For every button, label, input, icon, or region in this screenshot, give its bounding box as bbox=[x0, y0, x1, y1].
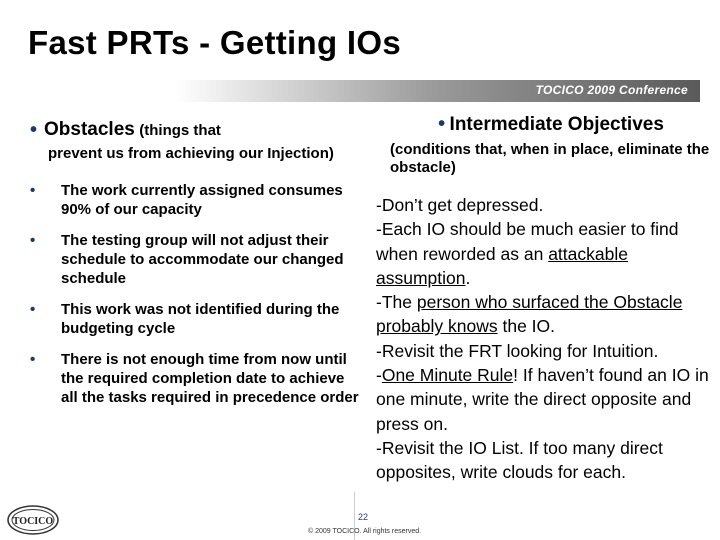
guidance-line: -Revisit the FRT looking for Intuition. bbox=[376, 340, 659, 361]
conference-year: 2009 Conference bbox=[587, 83, 688, 97]
bullet-icon: • bbox=[30, 119, 38, 141]
tocico-logo-icon bbox=[6, 504, 60, 536]
guidance-text: . bbox=[465, 267, 471, 288]
bullet-icon: • bbox=[30, 182, 36, 199]
svg-text:TOCICO: TOCICO bbox=[12, 516, 54, 527]
conference-banner bbox=[0, 80, 700, 102]
slide-title: Fast PRTs - Getting IOs bbox=[28, 24, 401, 61]
list-item bbox=[30, 231, 360, 288]
obstacle-text: There is not enough time from now until the required completion date to achieve all the tasks required in precedence order bbox=[61, 351, 359, 406]
bullet-icon: • bbox=[438, 113, 446, 135]
obstacles-heading-main: Obstacles bbox=[44, 119, 135, 140]
guidance-line: -Revisit the IO List. If too many direct opposites, write clouds for each. bbox=[376, 437, 663, 483]
page-number: 22 bbox=[358, 512, 369, 522]
conference-org: TOCICO bbox=[535, 83, 584, 97]
io-guidance bbox=[376, 193, 716, 485]
list-item bbox=[30, 350, 360, 407]
io-heading-sub: (conditions that, when in place, eliminate the obstacle) bbox=[390, 141, 710, 176]
guidance-text: - bbox=[376, 365, 382, 386]
guidance-text: -Each IO should be much easier to find when reworded as an bbox=[376, 219, 679, 264]
guidance-underlined: One Minute Rule bbox=[381, 365, 514, 386]
guidance-line bbox=[376, 290, 716, 339]
guidance-text: ! If haven’t found an IO in one minute, write the direct opposite and press on. bbox=[376, 365, 709, 434]
list-item bbox=[30, 300, 360, 338]
guidance-underlined: person who surfaced the Obstacle probably knows bbox=[376, 292, 683, 337]
copyright-notice: © 2009 TOCICO. All rights reserved. bbox=[308, 528, 422, 535]
obstacle-text: The work currently assigned consumes 90% of our capacity bbox=[61, 182, 343, 218]
obstacles-heading-sub: (things that bbox=[139, 122, 221, 139]
conference-label bbox=[536, 83, 688, 97]
obstacles-column bbox=[30, 118, 360, 419]
guidance-line bbox=[376, 363, 716, 436]
obstacle-text: The testing group will not adjust their schedule to accommodate our changed schedule bbox=[61, 232, 344, 287]
guidance-underlined: attackable assumption bbox=[376, 243, 628, 288]
io-heading-main: Intermediate Objectives bbox=[449, 114, 664, 135]
obstacles-heading-continuation: prevent us from achieving our Injection) bbox=[48, 145, 334, 162]
obstacles-heading bbox=[30, 118, 360, 142]
guidance-text: -The bbox=[376, 292, 417, 313]
list-item bbox=[30, 181, 360, 219]
bullet-icon: • bbox=[30, 232, 36, 249]
obstacles-list bbox=[30, 181, 360, 407]
obstacle-text: This work was not identified during the budgeting cycle bbox=[61, 301, 340, 337]
io-heading bbox=[370, 113, 716, 137]
guidance-line: -Don’t get depressed. bbox=[376, 195, 544, 215]
bullet-icon: • bbox=[30, 351, 36, 368]
guidance-line bbox=[376, 217, 716, 290]
guidance-text: the IO. bbox=[497, 316, 555, 337]
bullet-icon: • bbox=[30, 301, 36, 318]
intermediate-objectives-column bbox=[376, 113, 716, 485]
